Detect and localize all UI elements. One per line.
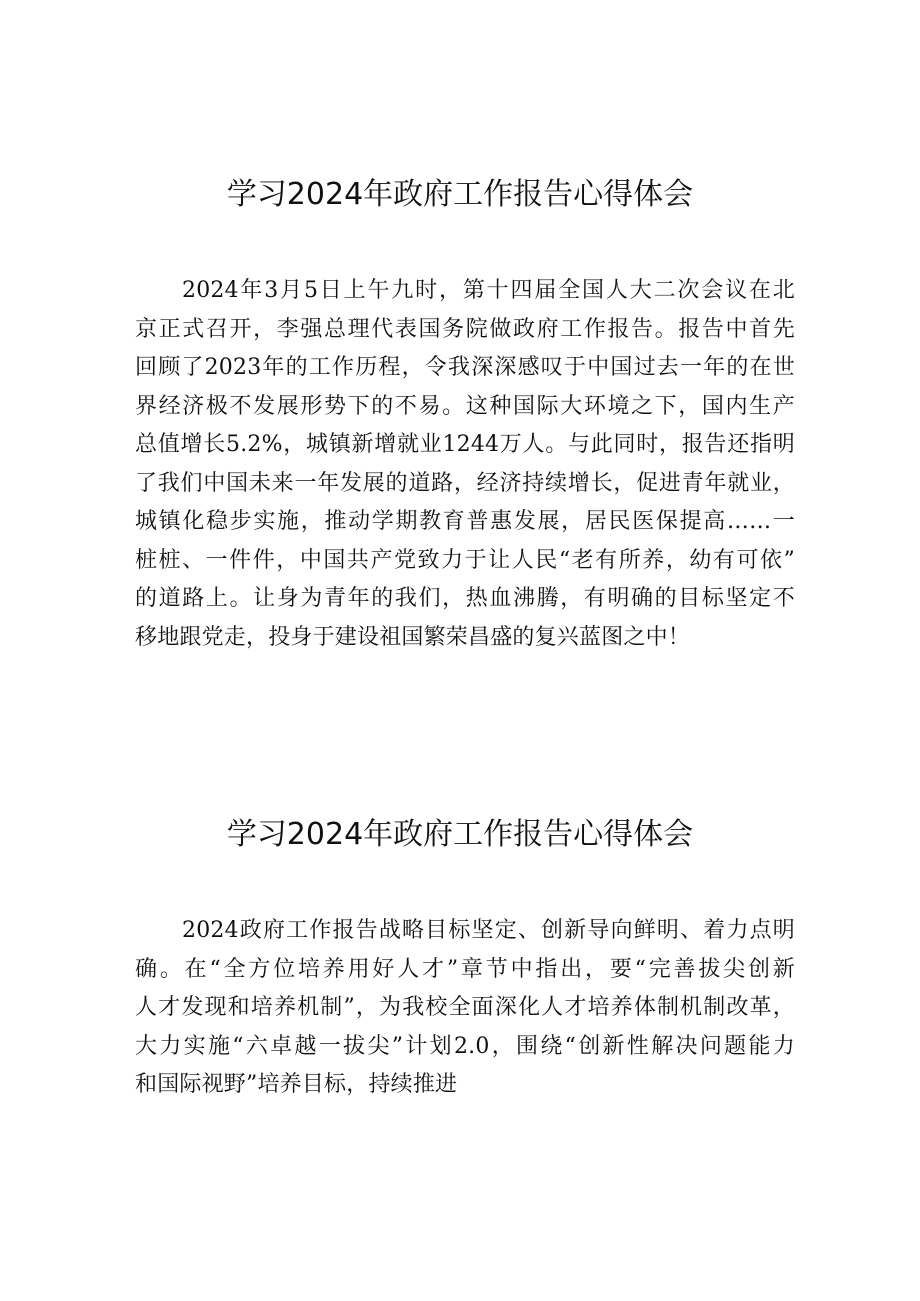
paragraph-line: 确。在“全方位培养用好人才”章节中指出，要“完善拔尖创新: [135, 956, 795, 982]
paragraph-line: 的道路上。让身为青年的我们，热血沸腾，有明确的目标坚定不: [135, 586, 795, 611]
paragraph-line: 和国际视野”培养目标，持续推进: [135, 1072, 458, 1097]
paragraph-line: 总值增长5.2%，城镇新增就业1244万人。与此同时，报告还指明: [135, 432, 795, 457]
paragraph-line: 京正式召开，李强总理代表国务院做政府工作报告。报告中首先: [135, 316, 795, 342]
paragraph-line: 界经济极不发展形势下的不易。这种国际大环境之下，国内生产: [135, 393, 795, 419]
paragraph-line: 2024年3月5日上午九时，第十四届全国人大二次会议在北: [182, 278, 795, 303]
article-body: [135, 272, 795, 657]
paragraph-line: 2024政府工作报告战略目标坚定、创新导向鲜明、着力点明: [182, 918, 795, 943]
paragraph-line: 回顾了2023年的工作历程，令我深深感叹于中国过去一年的在世: [135, 355, 795, 380]
paragraph-line: 移地跟党走，投身于建设祖国繁荣昌盛的复兴蓝图之中！: [135, 624, 691, 650]
paragraph-line: 大力实施“六卓越一拔尖”计划2.0，围绕“创新性解决问题能力: [135, 1033, 795, 1059]
paragraph-line: 城镇化稳步实施，推动学期教育普惠发展，居民医保提高……一: [135, 509, 795, 534]
paragraph-line: 了我们中国未来一年发展的道路，经济持续增长，促进青年就业，: [135, 470, 795, 496]
section-title: 学习2024年政府工作报告心得体会: [226, 817, 694, 852]
section-title: 学习2024年政府工作报告心得体会: [226, 177, 694, 212]
paragraph-line: 桩桩、一件件，中国共产党致力于让人民“老有所养，幼有可依”: [135, 547, 795, 573]
article-body: [135, 912, 795, 1105]
paragraph-line: 人才发现和培养机制”，为我校全面深化人才培养体制机制改革，: [135, 995, 795, 1020]
